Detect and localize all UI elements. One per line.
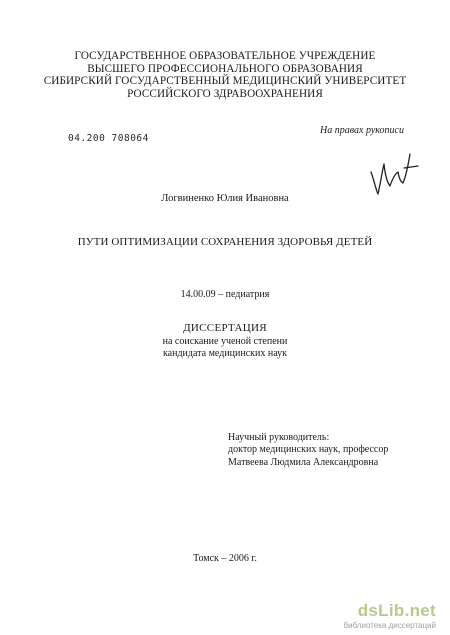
institution-header bbox=[0, 50, 450, 100]
author-name: Логвиненко Юлия Ивановна bbox=[161, 193, 289, 204]
handwritten-signature bbox=[368, 150, 420, 196]
degree-line-1: на соискание ученой степени bbox=[162, 336, 288, 347]
degree-line-2: кандидата медицинских наук bbox=[162, 348, 288, 359]
stamp-number: 04.200 708064 bbox=[68, 133, 149, 144]
supervisor-label: Научный руководитель: bbox=[228, 432, 330, 443]
supervisor-degree: доктор медицинских наук, профессор bbox=[228, 444, 389, 456]
dissertation-title: ПУТИ ОПТИМИЗАЦИИ СОХРАНЕНИЯ ЗДОРОВЬЯ ДЕТЕЙ bbox=[77, 236, 373, 248]
institution-line: СИБИРСКИЙ ГОСУДАРСТВЕННЫЙ МЕДИЦИНСКИЙ УНИВЕРСИТЕТ bbox=[43, 75, 407, 88]
dissertation-heading: ДИССЕРТАЦИЯ bbox=[183, 322, 267, 334]
supervisor-name: Матвеева Людмила Александровна bbox=[228, 456, 379, 468]
rights-note: На правах рукописи bbox=[320, 125, 404, 136]
watermark[interactable] bbox=[330, 601, 440, 631]
specialty-code: 14.00.09 – педиатрия bbox=[180, 289, 270, 300]
supervisor-block bbox=[228, 432, 388, 469]
watermark-caption: библиотека диссертаций bbox=[343, 621, 436, 630]
city-year: Томск – 2006 г. bbox=[193, 553, 257, 564]
watermark-logo[interactable]: dsLib.net bbox=[357, 601, 436, 620]
institution-line: ГОСУДАРСТВЕННОЕ ОБРАЗОВАТЕЛЬНОЕ УЧРЕЖДЕНИЕ bbox=[74, 50, 376, 62]
institution-line: ВЫСШЕГО ПРОФЕССИОНАЛЬНОГО ОБРАЗОВАНИЯ bbox=[87, 62, 363, 75]
institution-line: РОССИЙСКОГО ЗДРАВООХРАНЕНИЯ bbox=[127, 87, 323, 100]
